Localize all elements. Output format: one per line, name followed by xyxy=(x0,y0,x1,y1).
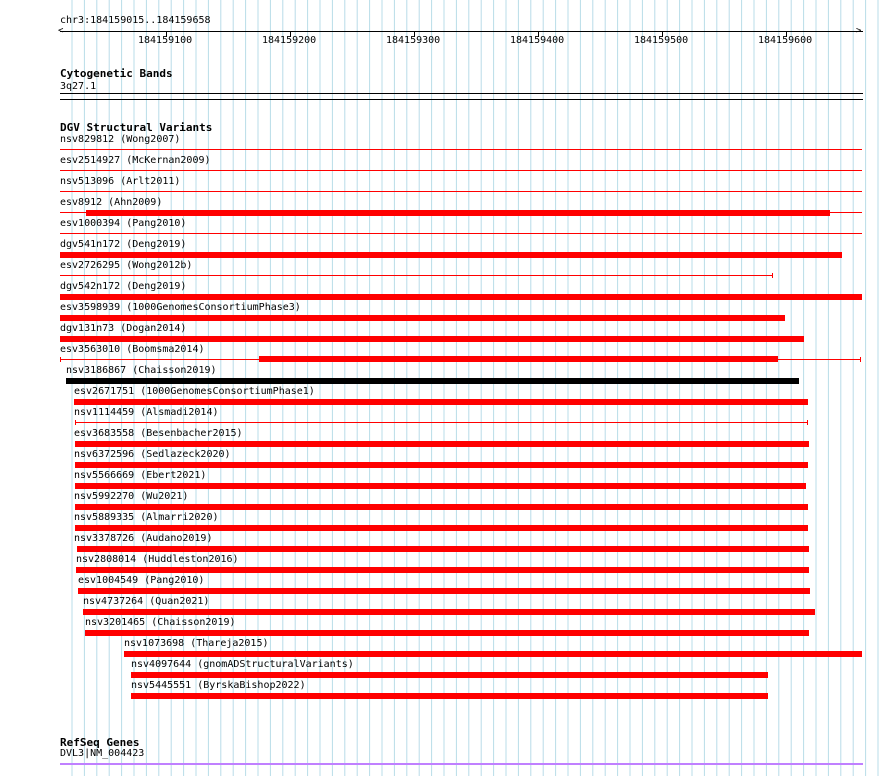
refseq-gene-label[interactable]: DVL3|NM_004423 xyxy=(60,748,145,759)
variant-label[interactable]: nsv4737264 (Quan2021) xyxy=(83,596,210,607)
cytoband-track-title: Cytogenetic Bands xyxy=(60,67,173,80)
variant-feature-bar[interactable] xyxy=(75,462,808,468)
variant-label[interactable]: nsv5445551 (ByrskaBishop2022) xyxy=(131,680,306,691)
variant-feature-bar[interactable] xyxy=(124,651,862,657)
variant-feature-bar[interactable] xyxy=(75,441,809,447)
refseq-gene-feature[interactable] xyxy=(60,763,863,765)
variant-feature-bar[interactable] xyxy=(131,693,768,699)
variant-label[interactable]: esv3563010 (Boomsma2014) xyxy=(60,344,205,355)
variant-feature-bar[interactable] xyxy=(77,546,809,552)
variant-label[interactable]: nsv5992270 (Wu2021) xyxy=(74,491,189,502)
variant-end-tick xyxy=(60,357,61,362)
variant-extent-line[interactable] xyxy=(60,275,772,276)
cytoband-line xyxy=(60,93,863,94)
variant-extent-line[interactable] xyxy=(60,149,862,150)
variant-highlight-bar[interactable] xyxy=(66,378,799,384)
ruler-tick-label: 184159500 xyxy=(634,35,689,46)
variant-label[interactable]: dgv542n172 (Deng2019) xyxy=(60,281,187,292)
variant-feature-bar[interactable] xyxy=(78,588,810,594)
ruler-tick-label: 184159400 xyxy=(510,35,565,46)
variant-label[interactable]: esv2514927 (McKernan2009) xyxy=(60,155,211,166)
variant-feature-bar[interactable] xyxy=(259,356,778,362)
variant-label[interactable]: nsv3186867 (Chaisson2019) xyxy=(66,365,217,376)
variant-feature-bar[interactable] xyxy=(75,504,808,510)
variant-extent-line[interactable] xyxy=(75,422,807,423)
variant-feature-bar[interactable] xyxy=(74,399,808,405)
ruler-tick-label: 184159200 xyxy=(262,35,317,46)
variant-label[interactable]: esv3598939 (1000GenomesConsortiumPhase3) xyxy=(60,302,301,313)
variant-label[interactable]: dgv131n73 (Dogan2014) xyxy=(60,323,187,334)
variant-end-tick xyxy=(860,357,861,362)
variant-feature-bar[interactable] xyxy=(60,315,785,321)
variant-feature-bar[interactable] xyxy=(75,525,808,531)
variant-feature-bar[interactable] xyxy=(76,567,809,573)
variant-feature-bar[interactable] xyxy=(85,630,809,636)
variant-label[interactable]: dgv541n172 (Deng2019) xyxy=(60,239,187,250)
ruler-tick-label: 184159600 xyxy=(758,35,813,46)
variant-label[interactable]: nsv6372596 (Sedlazeck2020) xyxy=(74,449,231,460)
variant-feature-bar[interactable] xyxy=(60,336,804,342)
cytoband-label[interactable]: 3q27.1 xyxy=(60,81,97,92)
variant-label[interactable]: nsv513096 (Arlt2011) xyxy=(60,176,181,187)
variant-label[interactable]: esv2726295 (Wong2012b) xyxy=(60,260,193,271)
variant-label[interactable]: nsv5889335 (Almarri2020) xyxy=(74,512,219,523)
variant-label[interactable]: nsv829812 (Wong2007) xyxy=(60,134,181,145)
variant-feature-bar[interactable] xyxy=(60,294,862,300)
refseq-track-title: RefSeq Genes xyxy=(60,736,140,749)
variant-label[interactable]: nsv1114459 (Alsmadi2014) xyxy=(74,407,219,418)
ruler-right-arrow-icon: > xyxy=(856,26,862,36)
variant-label[interactable]: esv8912 (Ahn2009) xyxy=(60,197,163,208)
variant-label[interactable]: esv1004549 (Pang2010) xyxy=(78,575,205,586)
variant-label[interactable]: esv3683558 (Besenbacher2015) xyxy=(74,428,243,439)
dgv-track-title: DGV Structural Variants xyxy=(60,121,213,134)
ruler-left-arrow-icon: < xyxy=(58,26,64,36)
variant-feature-bar[interactable] xyxy=(86,210,830,216)
variant-feature-bar[interactable] xyxy=(83,609,815,615)
variant-label[interactable]: nsv4097644 (gnomADStructuralVariants) xyxy=(131,659,354,670)
variant-end-tick xyxy=(807,420,808,425)
ruler-tick-label: 184159100 xyxy=(138,35,193,46)
variant-label[interactable]: esv1000394 (Pang2010) xyxy=(60,218,187,229)
variant-label[interactable]: nsv1073698 (Thareja2015) xyxy=(124,638,269,649)
variant-end-tick xyxy=(772,273,773,278)
cytoband-line xyxy=(60,99,863,100)
variant-feature-bar[interactable] xyxy=(75,483,806,489)
variant-extent-line[interactable] xyxy=(60,191,862,192)
variant-label[interactable]: nsv3378726 (Audano2019) xyxy=(74,533,213,544)
scale-ruler[interactable] xyxy=(60,31,863,32)
variant-end-tick xyxy=(75,420,76,425)
variant-extent-line[interactable] xyxy=(60,170,862,171)
variant-label[interactable]: nsv3201465 (Chaisson2019) xyxy=(85,617,236,628)
variant-label[interactable]: esv2671751 (1000GenomesConsortiumPhase1) xyxy=(74,386,315,397)
ruler-tick-label: 184159300 xyxy=(386,35,441,46)
variant-label[interactable]: nsv5566669 (Ebert2021) xyxy=(74,470,207,481)
variant-extent-line[interactable] xyxy=(60,233,862,234)
region-coordinates: chr3:184159015..184159658 xyxy=(60,15,211,26)
variant-feature-bar[interactable] xyxy=(131,672,768,678)
variant-feature-bar[interactable] xyxy=(60,252,842,258)
variant-label[interactable]: nsv2808014 (Huddleston2016) xyxy=(76,554,239,565)
